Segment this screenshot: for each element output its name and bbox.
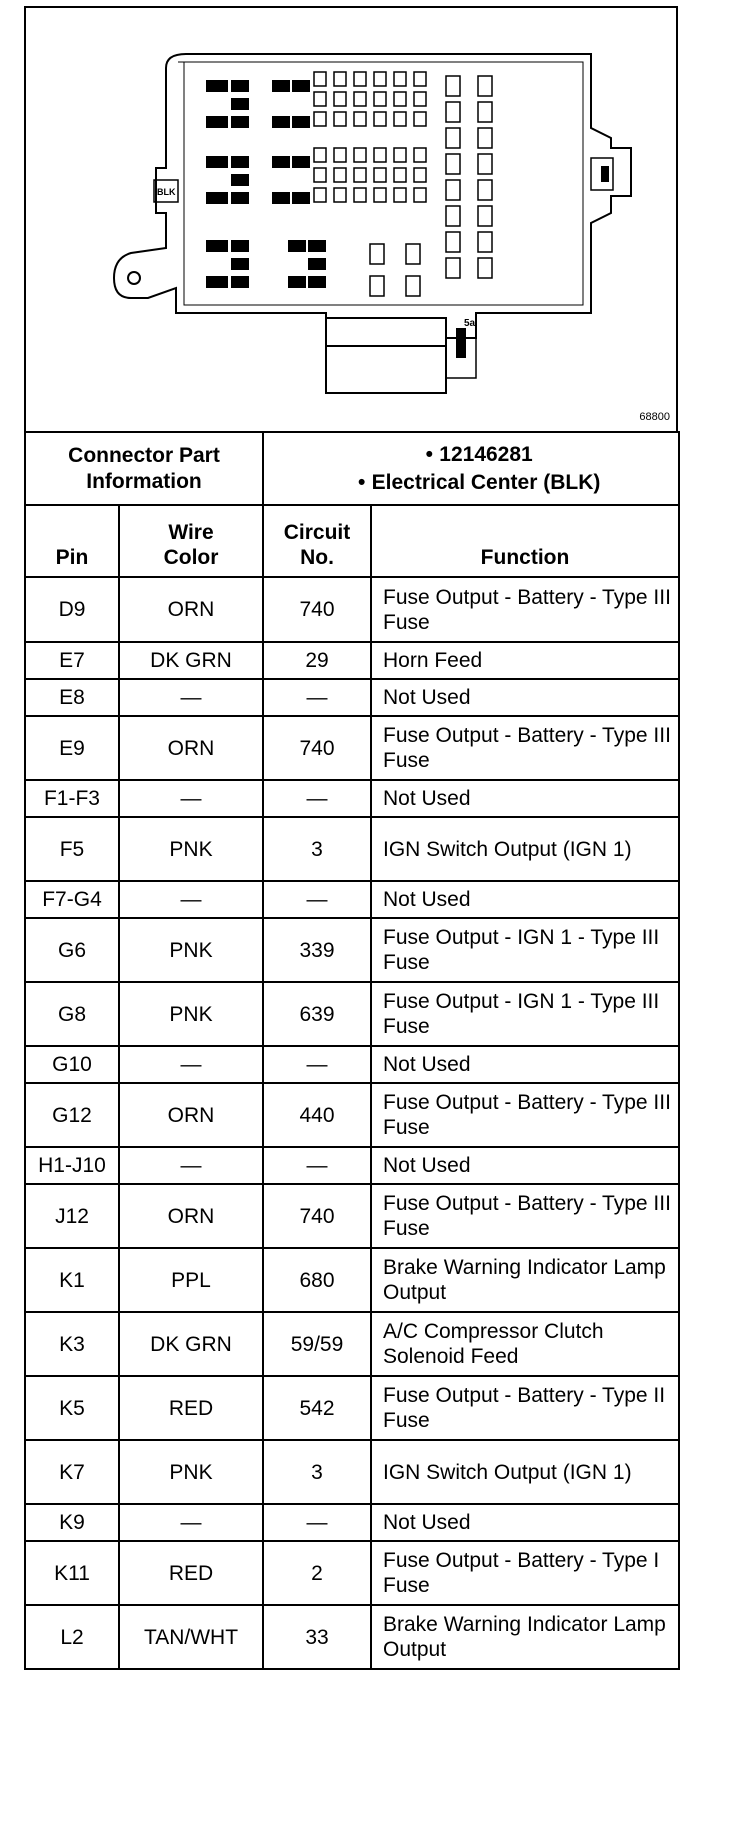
function-cell: Fuse Output - Battery - Type I Fuse	[371, 1541, 679, 1605]
circuit-no-cell: 740	[263, 1184, 371, 1248]
function-cell: Not Used	[371, 1046, 679, 1083]
table-row	[25, 1046, 679, 1083]
circuit-no-cell: 680	[263, 1248, 371, 1312]
table-row	[25, 1312, 679, 1376]
pin-cell: D9	[25, 577, 119, 642]
col-header-function: Function	[371, 505, 679, 577]
circuit-no-cell: —	[263, 780, 371, 817]
wire-color-cell: ORN	[119, 716, 263, 780]
wire-color-cell: —	[119, 1046, 263, 1083]
part-number: 12146281	[439, 442, 533, 466]
circuit-no-cell: —	[263, 1504, 371, 1541]
pin-cell: K9	[25, 1504, 119, 1541]
table-row	[25, 716, 679, 780]
function-cell: Fuse Output - Battery - Type III Fuse	[371, 1083, 679, 1147]
circuit-no-cell: 740	[263, 577, 371, 642]
side-label: BLK	[157, 187, 176, 197]
wire-color-cell: PNK	[119, 982, 263, 1046]
function-cell: Fuse Output - Battery - Type III Fuse	[371, 1184, 679, 1248]
table-row	[25, 1248, 679, 1312]
function-cell: IGN Switch Output (IGN 1)	[371, 817, 679, 881]
table-row	[25, 679, 679, 716]
circuit-no-cell: 3	[263, 817, 371, 881]
table-row	[25, 817, 679, 881]
wire-color-cell: RED	[119, 1376, 263, 1440]
table-row	[25, 881, 679, 918]
pin-cell: G6	[25, 918, 119, 982]
wire-color-cell: —	[119, 679, 263, 716]
wire-color-cell: TAN/WHT	[119, 1605, 263, 1669]
table-row	[25, 1083, 679, 1147]
electrical-center-drawing	[26, 8, 676, 431]
pin-cell: H1-J10	[25, 1147, 119, 1184]
table-row	[25, 1147, 679, 1184]
table-row	[25, 918, 679, 982]
function-cell: A/C Compressor Clutch Solenoid Feed	[371, 1312, 679, 1376]
function-cell: IGN Switch Output (IGN 1)	[371, 1440, 679, 1504]
pin-cell: K1	[25, 1248, 119, 1312]
circuit-no-cell: —	[263, 881, 371, 918]
figure-id: 68800	[639, 411, 670, 423]
table-row	[25, 982, 679, 1046]
table-row	[25, 1440, 679, 1504]
pin-cell: K3	[25, 1312, 119, 1376]
wire-color-cell: PNK	[119, 1440, 263, 1504]
connector-diagram	[24, 6, 678, 433]
circuit-no-cell: 29	[263, 642, 371, 679]
wire-color-cell: —	[119, 1504, 263, 1541]
wire-color-cell: PNK	[119, 817, 263, 881]
function-cell: Fuse Output - Battery - Type III Fuse	[371, 716, 679, 780]
table-row	[25, 642, 679, 679]
pin-cell: K5	[25, 1376, 119, 1440]
pin-cell: G10	[25, 1046, 119, 1083]
table-row	[25, 1376, 679, 1440]
pin-cell: K11	[25, 1541, 119, 1605]
pin-cell: E9	[25, 716, 119, 780]
table-row	[25, 780, 679, 817]
col-header-pin: Pin	[25, 505, 119, 577]
pin-cell: E7	[25, 642, 119, 679]
wire-color-cell: —	[119, 780, 263, 817]
wire-color-cell: ORN	[119, 1184, 263, 1248]
wire-color-cell: —	[119, 881, 263, 918]
function-cell: Fuse Output - IGN 1 - Type III Fuse	[371, 982, 679, 1046]
table-row	[25, 1605, 679, 1669]
circuit-no-cell: 440	[263, 1083, 371, 1147]
connector-part-info: • 12146281 • Electrical Center (BLK)	[263, 432, 679, 505]
function-cell: Not Used	[371, 1147, 679, 1184]
col-header-circuit-no: Circuit No.	[263, 505, 371, 577]
column-header-row	[25, 505, 679, 577]
function-cell: Brake Warning Indicator Lamp Output	[371, 1248, 679, 1312]
bottom-label: 5a	[464, 318, 476, 329]
circuit-no-cell: 639	[263, 982, 371, 1046]
circuit-no-cell: 2	[263, 1541, 371, 1605]
wire-color-cell: PNK	[119, 918, 263, 982]
function-cell: Not Used	[371, 780, 679, 817]
function-cell: Fuse Output - Battery - Type III Fuse	[371, 577, 679, 642]
wire-color-cell: DK GRN	[119, 1312, 263, 1376]
circuit-no-cell: —	[263, 679, 371, 716]
function-cell: Not Used	[371, 881, 679, 918]
function-cell: Fuse Output - IGN 1 - Type III Fuse	[371, 918, 679, 982]
wire-color-cell: DK GRN	[119, 642, 263, 679]
table-row	[25, 1541, 679, 1605]
table-row	[25, 577, 679, 642]
wire-color-cell: —	[119, 1147, 263, 1184]
connector-part-label: Connector Part Information	[25, 432, 263, 505]
pin-cell: F1-F3	[25, 780, 119, 817]
circuit-no-cell: —	[263, 1046, 371, 1083]
circuit-no-cell: —	[263, 1147, 371, 1184]
circuit-no-cell: 339	[263, 918, 371, 982]
pin-cell: K7	[25, 1440, 119, 1504]
circuit-no-cell: 740	[263, 716, 371, 780]
function-cell: Not Used	[371, 679, 679, 716]
pin-cell: G12	[25, 1083, 119, 1147]
part-location: Electrical Center (BLK)	[371, 470, 601, 494]
pin-cell: F7-G4	[25, 881, 119, 918]
table-row	[25, 1504, 679, 1541]
pin-cell: F5	[25, 817, 119, 881]
circuit-no-cell: 33	[263, 1605, 371, 1669]
wire-color-cell: ORN	[119, 577, 263, 642]
pin-cell: E8	[25, 679, 119, 716]
function-cell: Horn Feed	[371, 642, 679, 679]
circuit-no-cell: 59/59	[263, 1312, 371, 1376]
document-page	[24, 6, 678, 1840]
pin-cell: L2	[25, 1605, 119, 1669]
connector-info-row	[25, 432, 679, 505]
pin-cell: J12	[25, 1184, 119, 1248]
wire-color-cell: RED	[119, 1541, 263, 1605]
pin-cell: G8	[25, 982, 119, 1046]
circuit-no-cell: 542	[263, 1376, 371, 1440]
function-cell: Not Used	[371, 1504, 679, 1541]
pinout-table	[24, 431, 680, 1670]
circuit-no-cell: 3	[263, 1440, 371, 1504]
col-header-wire-color: Wire Color	[119, 505, 263, 577]
function-cell: Fuse Output - Battery - Type II Fuse	[371, 1376, 679, 1440]
function-cell: Brake Warning Indicator Lamp Output	[371, 1605, 679, 1669]
wire-color-cell: ORN	[119, 1083, 263, 1147]
table-row	[25, 1184, 679, 1248]
wire-color-cell: PPL	[119, 1248, 263, 1312]
